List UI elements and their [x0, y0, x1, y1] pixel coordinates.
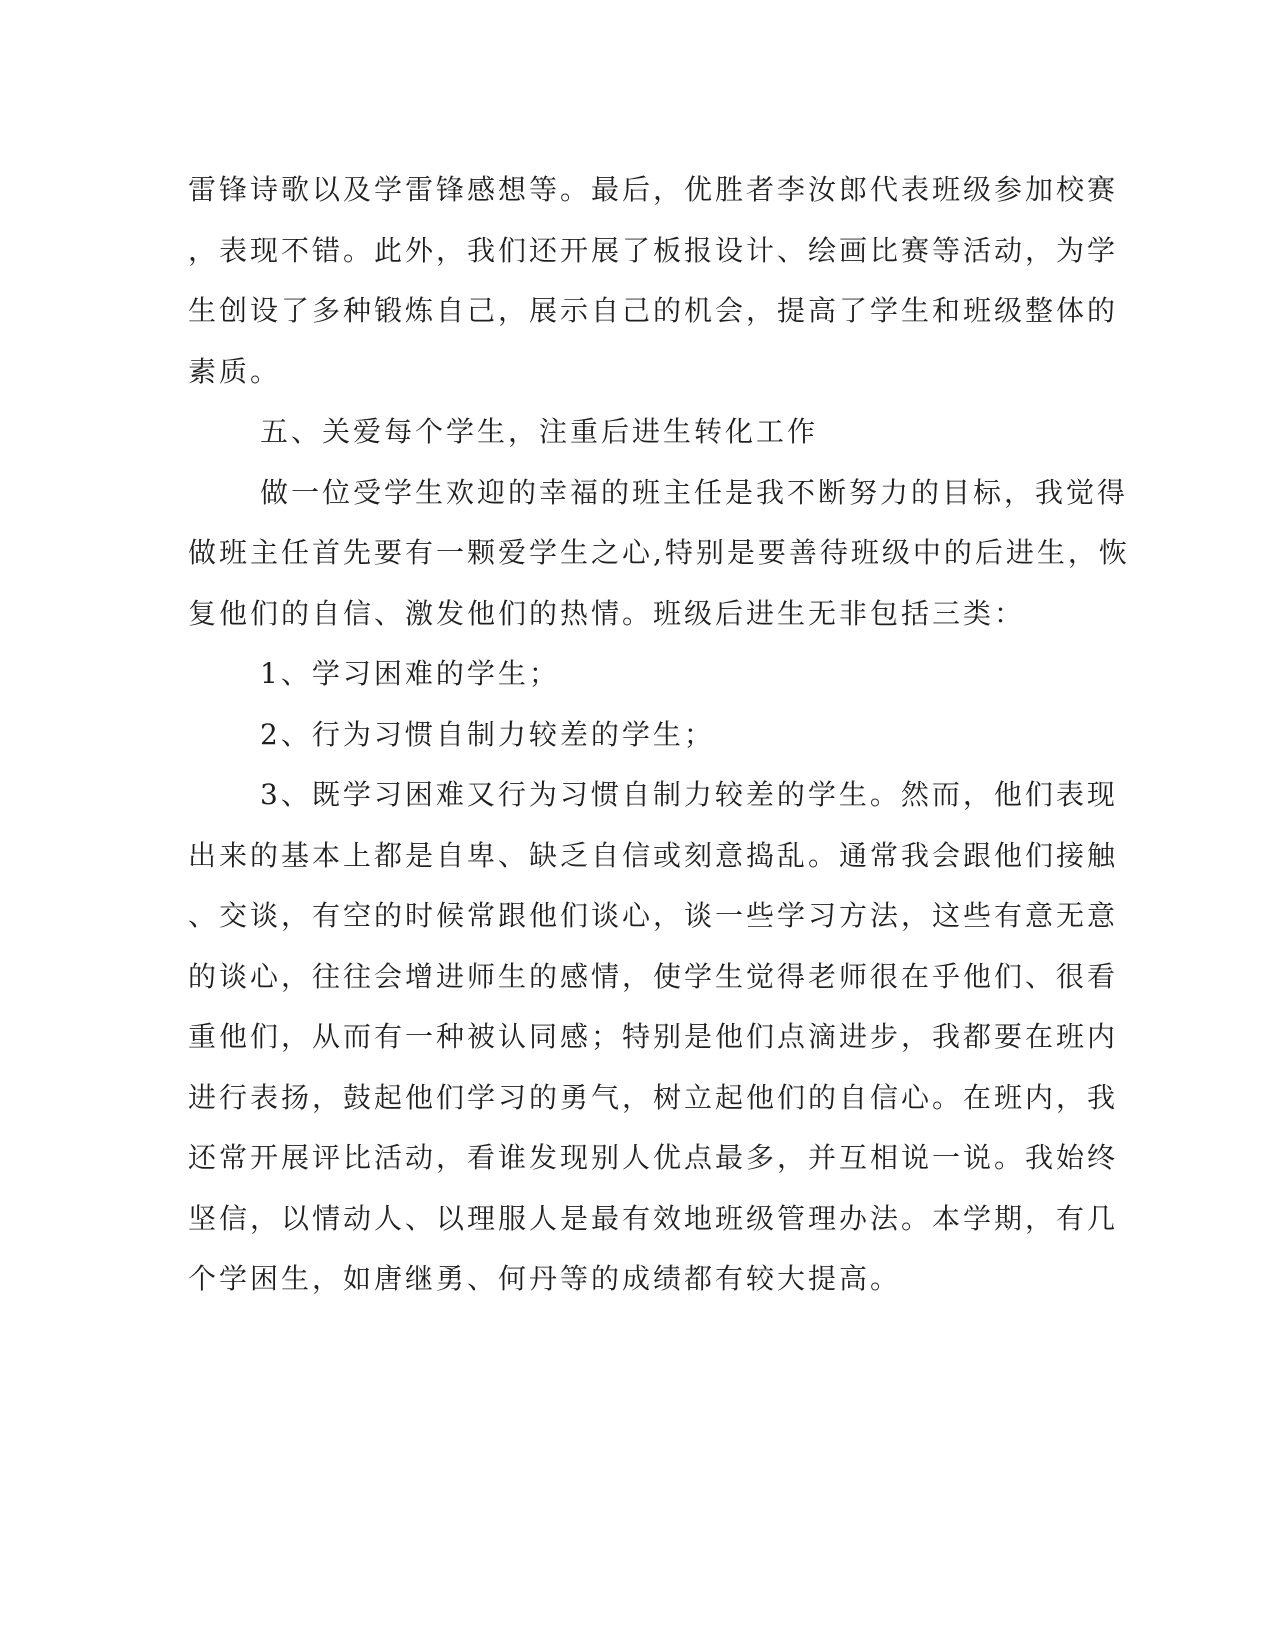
text-line-18: 坚信，以情动人、以理服人是最有效地班级管理办法。本学期，有几	[188, 1201, 1119, 1235]
text-line-1: 雷锋诗歌以及学雷锋感想等。最后，优胜者李汝郎代表班级参加校赛	[188, 173, 1119, 206]
text-line-8: 复他们的自信、激发他们的热情。班级后进生无非包括三类：	[188, 596, 1026, 630]
text-line-6: 做一位受学生欢迎的幸福的班主任是我不断努力的目标，我觉得	[260, 475, 1129, 509]
text-line-14: 的谈心，往往会增进师生的感情，使学生觉得老师很在乎他们、很看	[188, 959, 1119, 993]
section-heading: 五、关爱每个学生，注重后进生转化工作	[260, 415, 819, 448]
text-line-12: 出来的基本上都是自卑、缺乏自信或刻意捣乱。通常我会跟他们接触	[188, 838, 1119, 872]
list-item-1: 1、学习困难的学生；	[260, 657, 560, 690]
text-line-17: 还常开展评比活动，看谁发现别人优点最多，并互相说一说。我始终	[188, 1141, 1119, 1174]
text-line-15: 重他们，从而有一种被认同感；特别是他们点滴进步，我都要在班内	[188, 1020, 1119, 1053]
text-line-19: 个学困生，如唐继勇、何丹等的成绩都有较大提高。	[188, 1262, 902, 1295]
text-line-13: 、交谈，有空的时候常跟他们谈心，谈一些学习方法，这些有意无意	[188, 899, 1119, 932]
text-line-16: 进行表扬，鼓起他们学习的勇气，树立起他们的自信心。在班内，我	[188, 1080, 1119, 1114]
list-item-2: 2、行为习惯自制力较差的学生；	[260, 717, 715, 751]
text-line-4: 素质。	[188, 354, 282, 388]
list-item-3: 3、既学习困难又行为习惯自制力较差的学生。然而，他们表现	[260, 778, 1118, 811]
text-line-7: 做班主任首先要有一颗爱学生之心,特别是要善待班级中的后进生，恢	[188, 536, 1130, 569]
document-body	[188, 160, 1130, 1310]
text-line-3: 生创设了多种锻炼自己，展示自己的机会，提高了学生和班级整体的	[188, 294, 1119, 327]
text-line-2: ，表现不错。此外，我们还开展了板报设计、绘画比赛等活动，为学	[188, 233, 1119, 267]
